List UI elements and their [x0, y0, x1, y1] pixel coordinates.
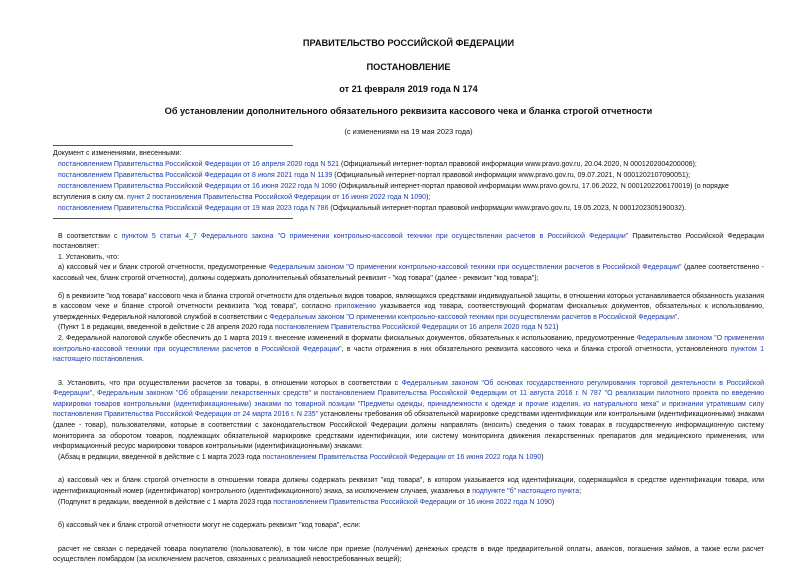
change-item: постановлением Правительства Российской Федерации от 19 мая 2023 года N 786 (Официальный интернет-портал правовой информации www.pravo.gov.ru, 19.05.2023, N 0001202305190032).: [58, 205, 687, 213]
change-link[interactable]: постановлением Правительства Российской Федерации от 16 апреля 2020 года N 521: [58, 161, 340, 169]
clause-link[interactable]: пунктом 1 настоящего постановления: [53, 345, 765, 364]
divider-top: [53, 145, 293, 146]
document-body: [53, 232, 764, 566]
paragraph: а) кассовый чек и бланк строгой отчетности, предусмотренные Федеральным законом "О применении контрольно-кассовой техники при осуществлении расчетов в Российской Федерации" (далее соответственно - кассовый чек, бланк строгой отчетности), должны содержать дополнительный обязательный реквизит - "код товара" (далее - реквизит "код товара");: [53, 264, 764, 282]
edit-note: (Абзац в редакции, введенной в действие с 1 марта 2023 года постановлением Правительства Российской Федерации от 16 июня 2022 года N 1090): [58, 453, 544, 461]
paragraph: б) кассовый чек и бланк строгой отчетности могут не содержать реквизит "код товара", если:: [58, 522, 361, 530]
document-title: Об установлении дополнительного обязательного реквизита кассового чека и бланка строгой отчетности: [164, 106, 653, 116]
law-link[interactable]: Федеральным законом "О применении контрольно-кассовой техники при осуществлении расчетов в Российской Федерации": [269, 313, 678, 321]
government-heading: ПРАВИТЕЛЬСТВО РОССИЙСКОЙ ФЕДЕРАЦИИ: [302, 38, 515, 48]
document-date: от 21 февраля 2019 года N 174: [339, 84, 478, 94]
edit-note: (Пункт 1 в редакции, введенной в действие с 28 апреля 2020 года постановлением Правительства Российской Федерации от 16 апреля 2020 года N 521): [58, 324, 559, 332]
change-link[interactable]: пункт 2 постановления Правительства Российской Федерации от 16 июня 2022 года N 1090: [127, 194, 427, 202]
paragraph: В соответствии с пунктом 5 статьи 4_7 Федерального закона "О применении контрольно-кассовой техники при осуществлении расчетов в Российской Федерации" Правительство Российской Федерации постановляет:: [53, 232, 764, 251]
decree-link[interactable]: постановлением Правительства Российской Федерации от 11 августа 2016 г. N 787 "О реализации пилотного проекта по введению маркировки товаров контрольными (идентификационными) знаками по товарной позиции "Предметы одежды, принадлежности к одежде и прочие изделия, из натурального меха" и признании утратившим силу постановления Правительства Российской Федерации от 24 марта 2016 г. N 235": [53, 390, 764, 419]
paragraph: 2. Федеральной налоговой службе обеспечить до 1 марта 2019 г. внесение изменений в форматы фискальных документов, обязательных к использованию, предусмотренные Федеральным законом "О применении контрольно-кассовой техники при осуществлении расчетов в Российской Федерации", в части отражения в них обязательного реквизита кассового чека и бланка строгой отчетности, установленного пунктом 1 настоящего постановления.: [53, 334, 765, 364]
paragraph: 3. Установить, что при осуществлении расчетов за товары, в отношении которых в соответствии с Федеральным законом "Об основах государственного регулирования торговой деятельности в Российской Федерации", Федеральным законом "Об обращении лекарственных средств" и постановлением Правительства Российской Федерации от 11 августа 2016 г. N 787 "О реализации пилотного проекта по введению маркировки товаров контрольными (идентификационными) знаками по товарной позиции "Предметы одежды, принадлежности к одежде и прочие изделия, из натурального меха" и признании утратившим силу постановления Правительства Российской Федерации от 24 марта 2016 г. N 235" установлены требования об обязательной маркировке средствами идентификации или контрольными (идентификационными) знаками (далее - товар), пользователями, которые в соответствии с законодательством Российской Федерации должны направлять (вносить) сведения о таких товарах в государственную информационную систему мониторинга за оборотом товаров, подлежащих обязательной маркировке средствами идентификации, или систему мониторинга движения лекарственных препаратов для медицинского применения, или информационный ресурс маркировки товаров контрольными (идентификационными) знаками:: [53, 379, 764, 451]
change-item: постановлением Правительства Российской Федерации от 8 июля 2021 года N 1139 (Официальный интернет-портал правовой информации www.pravo.gov.ru, 09.07.2021, N 0001202107090051);: [58, 172, 691, 180]
change-link[interactable]: постановлением Правительства Российской Федерации от 16 июня 2022 года N 1090: [58, 183, 337, 191]
law-link[interactable]: пунктом 5 статьи 4_7 Федерального закона "О применении контрольно-кассовой техники при осуществлении расчетов в Российской Федерации": [121, 232, 629, 240]
revision-note: (с изменениями на 19 мая 2023 года): [344, 127, 473, 136]
change-link[interactable]: постановлением Правительства Российской Федерации от 19 мая 2023 года N 786: [58, 205, 329, 213]
divider-bottom: [53, 218, 293, 219]
law-link[interactable]: Федеральным законом "Об обращении лекарственных средств": [97, 390, 312, 398]
decree-link[interactable]: постановлением Правительства Российской Федерации от 16 апреля 2020 года N 521: [275, 324, 557, 332]
edit-note: (Подпункт в редакции, введенной в действие с 1 марта 2023 года постановлением Правительства Российской Федерации от 16 июня 2022 года N 1090): [58, 498, 555, 506]
paragraph: 1. Установить, что:: [58, 253, 120, 261]
law-link[interactable]: Федеральным законом "О применении контрольно-кассовой техники при осуществлении расчетов в Российской Федерации": [268, 264, 682, 272]
appendix-link[interactable]: приложению: [334, 303, 376, 311]
decree-link[interactable]: постановлением Правительства Российской Федерации от 16 июня 2022 года N 1090: [273, 498, 552, 506]
change-item: постановлением Правительства Российской Федерации от 16 июня 2022 года N 1090 (Официальный интернет-портал правовой информации www.pravo.gov.ru, 17.06.2022, N 0001202206170019) (о порядке: [58, 183, 729, 191]
subclause-link[interactable]: подпункте "б" настоящего пункта: [472, 488, 580, 496]
decree-link[interactable]: постановлением Правительства Российской Федерации от 16 июня 2022 года N 1090: [262, 453, 542, 461]
law-link[interactable]: Федеральным законом "Об основах государственного регулирования торговой деятельности в Российской Федерации": [53, 379, 764, 398]
paragraph: расчет не связан с передачей товара покупателю (пользователю), в том числе при приеме (получении) денежных средств в виде предварительной оплаты, авансов, погашения займов, а также если расчет осуществлен ломбардом (за исключением расчетов, связанных с реализацией невостребованных вещей);: [53, 545, 764, 564]
paragraph: б) в реквизите "код товара" кассового чека и бланка строгой отчетности для отдельных видов товаров, являющихся средствами индивидуальной защиты, в отношении которых устанавливается обязанность указания в кассовом чеке и бланке строгой отчетности реквизита "код товара", согласно приложению указывается код товара, соответствующий форматам фискальных документов, обязательных к использованию, утвержденных Федеральной налоговой службой в соответствии с Федеральным законом "О применении контрольно-кассовой техники при осуществлении расчетов в Российской Федерации".: [53, 292, 764, 321]
change-item-continued: вступления в силу см. пункт 2 постановления Правительства Российской Федерации от 16 июня 2022 года N 1090);: [53, 194, 431, 202]
change-item: постановлением Правительства Российской Федерации от 16 апреля 2020 года N 521 (Официальный интернет-портал правовой информации www.pravo.gov.ru, 20.04.2020, N 0001202004200006);: [58, 161, 697, 169]
changes-list: [53, 148, 764, 215]
change-link[interactable]: постановлением Правительства Российской Федерации от 8 июля 2021 года N 1139: [58, 172, 333, 180]
changes-intro: Документ с изменениями, внесенными:: [53, 150, 182, 157]
law-link[interactable]: Федеральным законом "О применении контрольно-кассовой техники при осуществлении расчетов в Российской Федерации": [53, 334, 765, 353]
document-type: ПОСТАНОВЛЕНИЕ: [366, 62, 451, 72]
paragraph: а) кассовый чек и бланк строгой отчетности в отношении товара должны содержать реквизит "код товара", в котором указывается код идентификации, содержащийся в средстве идентификации товара, или идентификационный номер (идентификатор) контрольного (идентификационного) знака, за исключением случаев, указанных в подпункте "б" настоящего пункта;: [53, 477, 764, 496]
